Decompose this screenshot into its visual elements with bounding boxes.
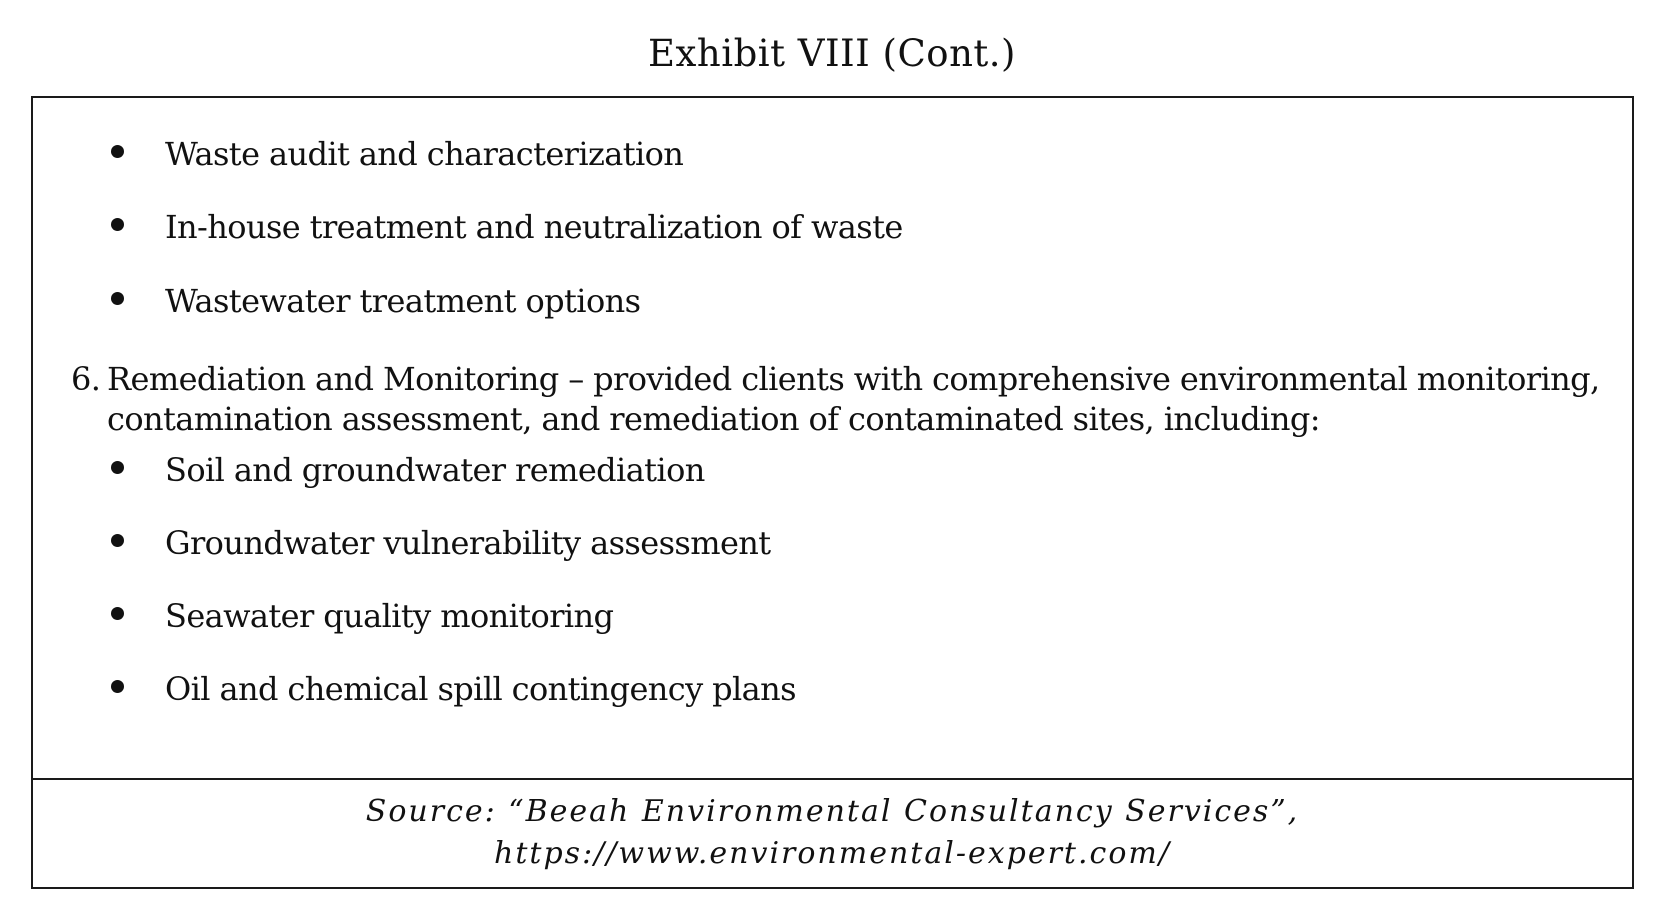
bullet-item [33,594,1632,638]
item-text-line: Remediation and Monitoring – provided clients with comprehensive environmental monitoring, [107,360,1600,398]
source-citation [33,780,1632,887]
bullet-item [33,448,1632,492]
numbered-item [71,358,1631,448]
bullet-icon [111,218,124,231]
bullet-text: Waste audit and characterization [165,135,684,173]
exhibit-box [31,96,1634,889]
bullet-text: Wastewater treatment options [165,282,641,320]
bullet-icon [111,534,124,547]
bullet-icon [111,607,124,620]
source-text: Source: “Beeah Environmental Consultancy Services”, [365,794,1300,829]
bullet-text: Seawater quality monitoring [165,597,614,635]
bullet-icon [111,461,124,474]
bullet-item [33,521,1632,565]
exhibit-content [33,98,1632,778]
bullet-item [33,667,1632,711]
exhibit-title: Exhibit VIII (Cont.) [648,32,1016,75]
item-text-line: contamination assessment, and remediation of contaminated sites, including: [107,400,1320,438]
bullet-icon [111,145,124,158]
bullet-item [33,205,1632,249]
bullet-icon [111,292,124,305]
bullet-text: Soil and groundwater remediation [165,451,705,489]
bullet-item [33,132,1632,176]
bullet-text: Oil and chemical spill contingency plans [165,670,796,708]
item-number: 6. [71,360,101,398]
bullet-text: Groundwater vulnerability assessment [165,524,771,562]
bullet-icon [111,680,124,693]
source-url: https://www.environmental-expert.com/ [494,836,1171,871]
bullet-text: In-house treatment and neutralization of waste [165,208,903,246]
bullet-item [33,279,1632,323]
